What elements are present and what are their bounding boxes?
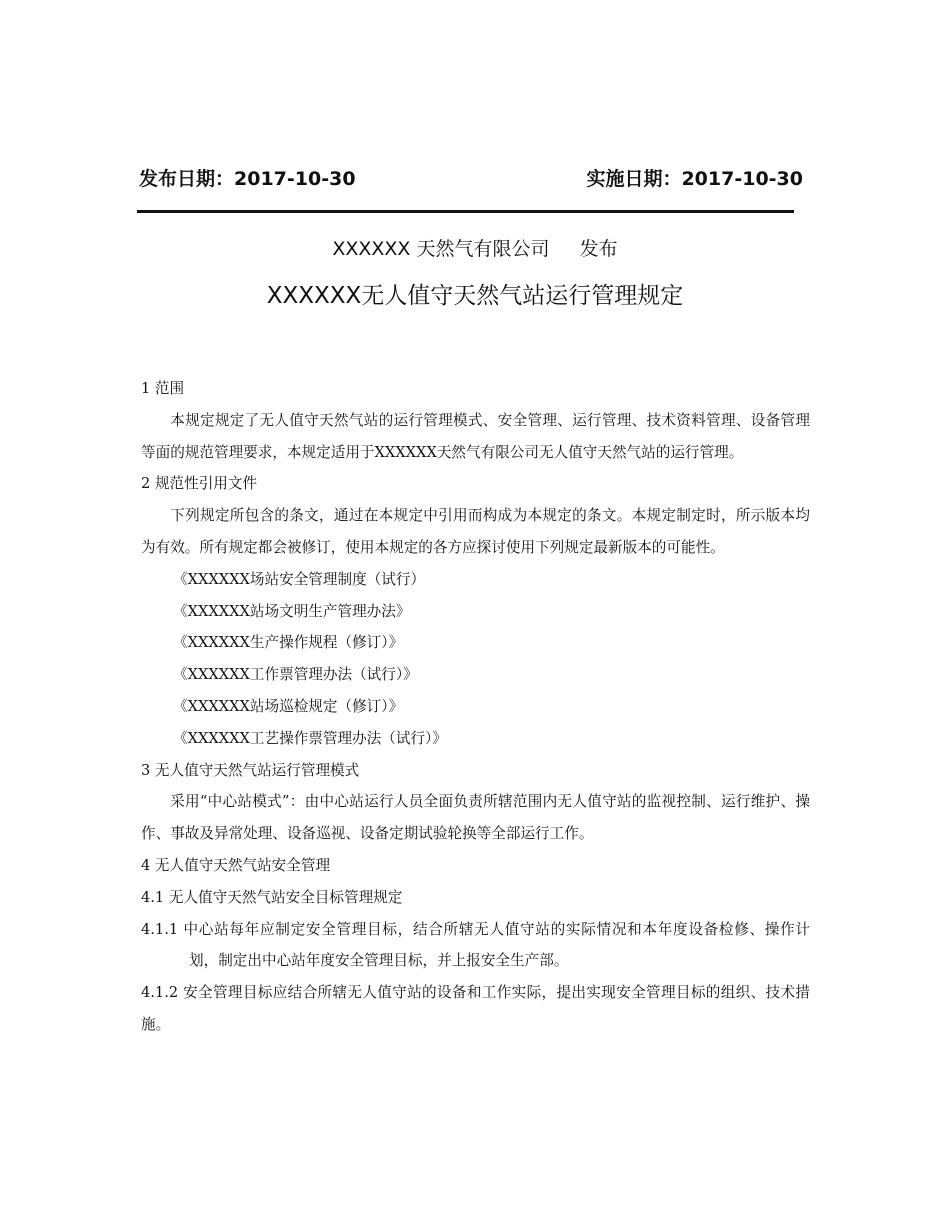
section-2-heading: 2 规范性引用文件 xyxy=(141,475,258,493)
section-3-paragraph: 采用“中心站模式”：由中心站运行人员全面负责所辖范围内无人值守站的监视控制、运行维护、操作、事故及异常处理、设备巡视、设备定期试验轮换等全部运行工作。 xyxy=(141,793,810,843)
header-divider xyxy=(137,210,794,213)
reference-item: 《XXXXXX站场巡检规定（修订）》 xyxy=(173,697,404,715)
publish-date: 发布日期：2017-10-30 xyxy=(139,168,356,190)
clause-4-1-1: 4.1.1 中心站每年应制定安全管理目标，结合所辖无人值守站的实际情况和本年度设备检修、操作计划，制定出中心站年度安全管理目标，并上报安全生产部。 xyxy=(141,920,810,970)
document-body xyxy=(141,373,810,1041)
section-3-heading: 3 无人值守天然气站运行管理模式 xyxy=(141,761,360,779)
reference-item: 《XXXXXX工作票管理办法（试行）》 xyxy=(173,666,418,684)
section-1-paragraph: 本规定规定了无人值守天然气站的运行管理模式、安全管理、运行管理、技术资料管理、设备管理等面的规范管理要求，本规定适用于XXXXXX天然气有限公司无人值守天然气站的运行管理。 xyxy=(141,411,810,461)
section-4-1-heading: 4.1 无人值守天然气站安全目标管理规定 xyxy=(141,888,403,906)
effective-date: 实施日期：2017-10-30 xyxy=(586,168,803,190)
reference-item: 《XXXXXX工艺操作票管理办法（试行）》 xyxy=(173,729,447,747)
reference-item: 《XXXXXX生产操作规程（修订）》 xyxy=(173,634,404,652)
section-4-heading: 4 无人值守天然气站安全管理 xyxy=(141,856,331,874)
reference-item: 《XXXXXX场站安全管理制度（试行） xyxy=(173,570,426,588)
section-1-heading: 1 范围 xyxy=(141,380,185,397)
reference-item: 《XXXXXX站场文明生产管理办法》 xyxy=(173,602,411,620)
issuer-line: XXXXXX 天然气有限公司 发布 xyxy=(332,238,618,260)
section-2-paragraph: 下列规定所包含的条文，通过在本规定中引用而构成为本规定的条文。本规定制定时，所示版本均为有效。所有规定都会被修订，使用本规定的各方应探讨使用下列规定最新版本的可能性。 xyxy=(141,507,810,556)
clause-4-1-2: 4.1.2 安全管理目标应结合所辖无人值守站的设备和工作实际，提出实现安全管理目标的组织、技术措施。 xyxy=(141,984,810,1033)
document-title: XXXXXX无人值守天然气站运行管理规定 xyxy=(266,283,684,309)
